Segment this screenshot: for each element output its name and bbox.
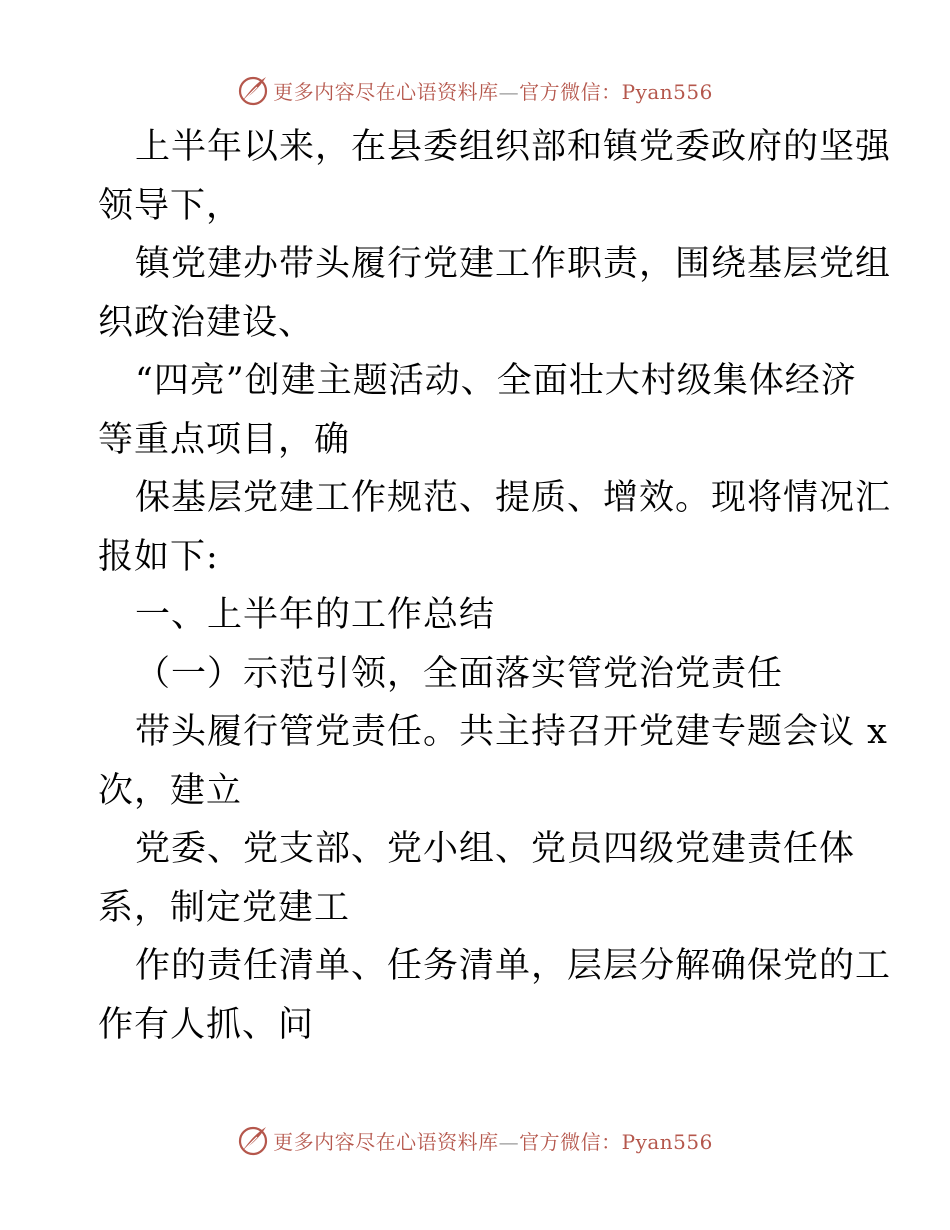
feather-pen-logo-icon <box>237 74 269 106</box>
paragraph-line: 作的责任清单、任务清单，层层分解确保党的工 <box>135 946 892 986</box>
footer-watermark <box>0 1120 950 1160</box>
header-watermark <box>0 70 950 110</box>
paragraph-line: 等重点项目，确 <box>98 419 351 460</box>
paragraph-line: 次，建立 <box>98 770 243 811</box>
paragraph-line: 系，制定党建工 <box>98 887 351 928</box>
paragraph-line: 镇党建办带头履行党建工作职责，围绕基层党组 <box>135 244 892 284</box>
paragraph-line: 党委、党支部、党小组、党员四级党建责任体 <box>135 829 856 869</box>
paragraph-line: 带头履行管党责任。共主持召开党建专题会议 x <box>135 712 888 752</box>
paragraph-line: 保基层党建工作规范、提质、增效。现将情况汇 <box>135 478 892 518</box>
paragraph-line: 作有人抓、问 <box>98 1004 315 1045</box>
paragraph-line: 报如下: <box>98 536 219 577</box>
feather-pen-logo-icon <box>237 1124 269 1156</box>
watermark-main-text: 更多内容尽在心语资料库 <box>273 79 499 104</box>
subsection-heading: （一）示范引领，全面落实管党治党责任 <box>135 653 784 694</box>
section-heading: 一、上半年的工作总结 <box>135 595 496 635</box>
watermark-dash: — <box>498 79 520 104</box>
watermark-wechat-text: 官方微信：Pyan556 <box>519 1129 713 1154</box>
paragraph-line: 织政治建设、 <box>98 302 315 343</box>
document-body <box>98 118 892 1054</box>
paragraph-line: 上半年以来，在县委组织部和镇党委政府的坚强 <box>135 127 892 167</box>
watermark-dash: — <box>498 1129 520 1154</box>
paragraph-line: “四亮”创建主题活动、全面壮大村级集体经济 <box>135 361 857 401</box>
watermark-main-text: 更多内容尽在心语资料库 <box>273 1129 499 1154</box>
paragraph-line: 领导下， <box>98 185 243 226</box>
watermark-wechat-text: 官方微信：Pyan556 <box>519 79 713 104</box>
